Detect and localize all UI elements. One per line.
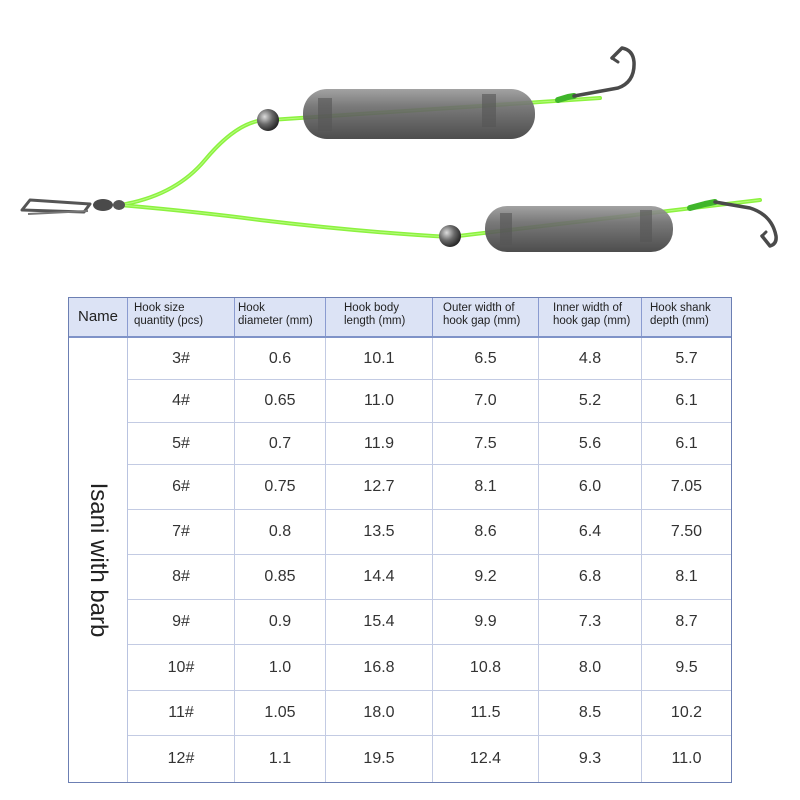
- cell-outer-width: 8.6: [433, 510, 539, 554]
- product-name: Isani with barb: [85, 482, 112, 638]
- name-cell: [69, 338, 128, 782]
- header-shank-depth: Hook shank depth (mm): [650, 302, 711, 327]
- table-row: [128, 555, 731, 600]
- table-row: [128, 423, 731, 465]
- cell-shank-depth: 5.7: [675, 349, 698, 367]
- table-row: [128, 645, 731, 691]
- cell-shank-depth: 11.0: [671, 750, 702, 767]
- cell-inner-width: 7.3: [539, 600, 642, 644]
- header-hook-body-length: Hook body length (mm): [326, 298, 433, 336]
- cell-hook-body-length: 15.4: [326, 600, 433, 644]
- cell-shank-depth: 7.05: [670, 478, 703, 495]
- cell-hook-body-length: 13.5: [326, 510, 433, 554]
- cell-shank-depth: 6.1: [675, 392, 698, 409]
- cell-inner-width: 9.3: [539, 736, 642, 782]
- header-outer-width: Outer width of hook gap (mm): [433, 298, 539, 336]
- cell-shank-depth: 9.5: [675, 658, 698, 676]
- table-row: [128, 691, 731, 736]
- cell-hook-diameter: 0.7: [235, 423, 326, 464]
- cell-outer-width: 11.5: [433, 691, 539, 735]
- cell-inner-width: 5.6: [539, 423, 642, 464]
- hook-icon: [558, 48, 634, 100]
- fishing-rig-illustration: [0, 0, 800, 290]
- cell-hook-body-length: 14.4: [326, 555, 433, 599]
- cell-inner-width: 6.0: [539, 465, 642, 509]
- cell-inner-width: 5.2: [539, 380, 642, 422]
- cell-hook-size: 5#: [128, 423, 235, 464]
- cell-inner-width: 6.4: [539, 510, 642, 554]
- cell-inner-width: 8.0: [539, 645, 642, 690]
- cell-hook-size: 10#: [128, 645, 235, 690]
- cell-hook-size: 11#: [128, 691, 235, 735]
- cell-hook-size: 9#: [128, 600, 235, 644]
- cell-hook-diameter: 0.85: [235, 555, 326, 599]
- table-row: [128, 338, 731, 380]
- cell-outer-width: 10.8: [433, 645, 539, 690]
- cell-hook-diameter: 1.05: [235, 691, 326, 735]
- cell-hook-body-length: 11.0: [326, 380, 433, 422]
- bead-icon: [439, 225, 461, 247]
- cell-hook-size: 8#: [128, 555, 235, 599]
- cell-hook-size: 7#: [128, 510, 235, 554]
- cell-hook-size: 6#: [128, 465, 235, 509]
- cell-outer-width: 9.9: [433, 600, 539, 644]
- cell-hook-diameter: 0.8: [235, 510, 326, 554]
- bead-icon: [257, 109, 279, 131]
- cell-hook-body-length: 10.1: [326, 338, 433, 379]
- cell-outer-width: 7.0: [433, 380, 539, 422]
- cell-inner-width: 8.5: [539, 691, 642, 735]
- table-row: [128, 380, 731, 423]
- float-icon: [303, 89, 535, 139]
- cell-hook-diameter: 0.6: [235, 338, 326, 379]
- cell-shank-depth: 8.7: [675, 613, 698, 630]
- cell-shank-depth: 7.50: [670, 523, 703, 540]
- hook-spec-table: [68, 297, 732, 783]
- table-row: [128, 600, 731, 645]
- cell-inner-width: 4.8: [539, 338, 642, 379]
- cell-hook-body-length: 16.8: [326, 645, 433, 690]
- cell-shank-depth: 8.1: [675, 568, 698, 585]
- cell-hook-diameter: 1.1: [235, 736, 326, 782]
- cell-outer-width: 6.5: [433, 338, 539, 379]
- cell-hook-size: 3#: [128, 338, 235, 379]
- cell-hook-size: 12#: [128, 736, 235, 782]
- cell-outer-width: 12.4: [433, 736, 539, 782]
- cell-inner-width: 6.8: [539, 555, 642, 599]
- cell-hook-diameter: 0.9: [235, 600, 326, 644]
- header-hook-diameter: Hook diameter (mm): [235, 298, 326, 336]
- cell-hook-diameter: 0.75: [235, 465, 326, 509]
- cell-hook-body-length: 19.5: [326, 736, 433, 782]
- header-inner-width: Inner width of hook gap (mm): [539, 298, 642, 336]
- header-name: Name: [69, 298, 128, 336]
- cell-outer-width: 8.1: [433, 465, 539, 509]
- cell-outer-width: 7.5: [433, 423, 539, 464]
- table-row: [128, 510, 731, 555]
- cell-shank-depth: 6.1: [675, 434, 698, 452]
- snap-swivel-icon: [22, 199, 125, 214]
- table-header-row: [69, 298, 731, 338]
- cell-hook-size: 4#: [128, 380, 235, 422]
- cell-hook-body-length: 18.0: [326, 691, 433, 735]
- cell-hook-diameter: 0.65: [235, 380, 326, 422]
- header-hook-size: Hook size quantity (pcs): [128, 298, 235, 336]
- cell-hook-body-length: 11.9: [326, 423, 433, 464]
- table-row: [128, 465, 731, 510]
- cell-hook-body-length: 12.7: [326, 465, 433, 509]
- float-icon: [485, 206, 673, 252]
- cell-outer-width: 9.2: [433, 555, 539, 599]
- cell-hook-diameter: 1.0: [235, 645, 326, 690]
- table-row: [128, 736, 731, 782]
- cell-shank-depth: 10.2: [670, 704, 703, 721]
